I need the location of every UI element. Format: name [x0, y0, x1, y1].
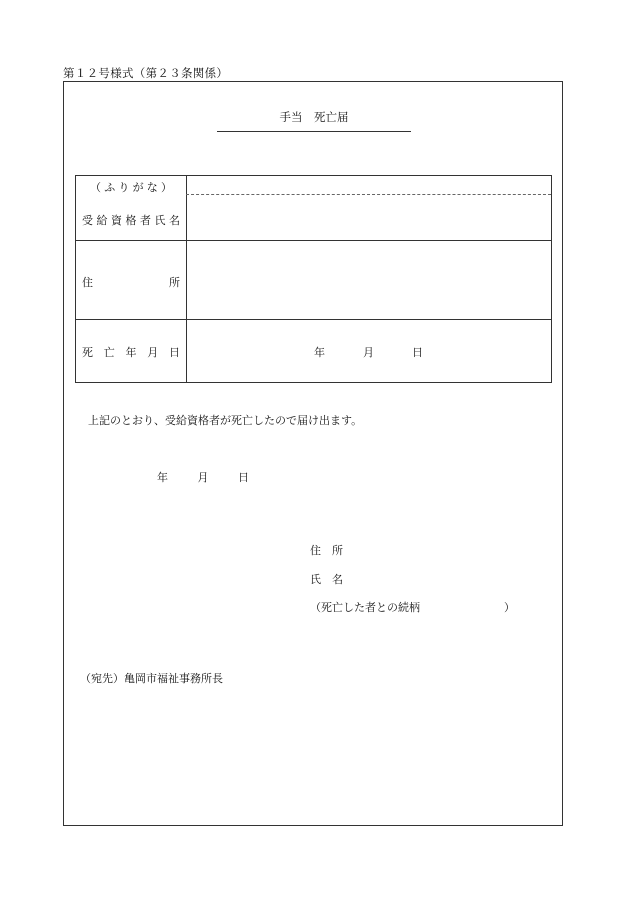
relationship-open: （死亡した者との続柄: [310, 601, 420, 614]
submission-month-label: 月: [197, 471, 209, 484]
addrlbl-char: 住: [82, 276, 93, 289]
deathlbl-char: 年: [125, 346, 137, 359]
applicant-name-label: 氏 名: [310, 573, 343, 586]
title-underline: [217, 131, 411, 132]
namelbl-char: 者: [140, 214, 151, 227]
death-year-label: 年: [314, 346, 325, 359]
addressee: （宛先）亀岡市福祉事務所長: [80, 672, 223, 685]
furigana-char: な: [146, 181, 158, 194]
death-date-input[interactable]: [186, 344, 551, 360]
relationship-close: ）: [504, 601, 515, 614]
form-number: 第１２号様式（第２３条関係）: [63, 66, 229, 80]
furigana-char: ふ: [104, 181, 116, 194]
furigana-input[interactable]: [187, 176, 551, 194]
deathlbl-char: 月: [147, 346, 159, 359]
namelbl-char: 受: [82, 214, 93, 227]
relationship-field[interactable]: [310, 599, 515, 615]
furigana-label: [76, 179, 186, 195]
furigana-char: り: [118, 181, 130, 194]
table-divider-row2: [76, 319, 551, 320]
submission-day-label: 日: [238, 471, 249, 484]
submission-date: [157, 469, 249, 485]
address-input[interactable]: [187, 241, 551, 319]
namelbl-char: 格: [125, 214, 137, 227]
info-table: [75, 175, 552, 383]
furigana-char: ）: [160, 181, 172, 194]
submission-year-label: 年: [157, 471, 168, 484]
deathlbl-char: 死: [82, 346, 93, 359]
namelbl-char: 名: [169, 214, 180, 227]
deathlbl-char: 亡: [103, 346, 115, 359]
furigana-char: が: [132, 181, 144, 194]
recipient-name-input[interactable]: [187, 195, 551, 240]
addrlbl-char: 所: [169, 276, 180, 289]
death-day-label: 日: [412, 346, 423, 359]
death-month-label: 月: [363, 346, 374, 359]
recipient-name-label: [76, 212, 186, 228]
namelbl-char: 氏: [154, 214, 166, 227]
statement-text: 上記のとおり、受給資格者が死亡したので届け出ます。: [88, 414, 363, 427]
furigana-char: （: [90, 181, 101, 194]
applicant-address-label: 住 所: [310, 544, 343, 557]
deathlbl-char: 日: [169, 346, 180, 359]
address-label: [76, 274, 186, 290]
namelbl-char: 給: [96, 214, 108, 227]
form-title: 手当 死亡届: [279, 110, 349, 124]
namelbl-char: 資: [111, 214, 122, 227]
death-date-label: [76, 344, 186, 360]
